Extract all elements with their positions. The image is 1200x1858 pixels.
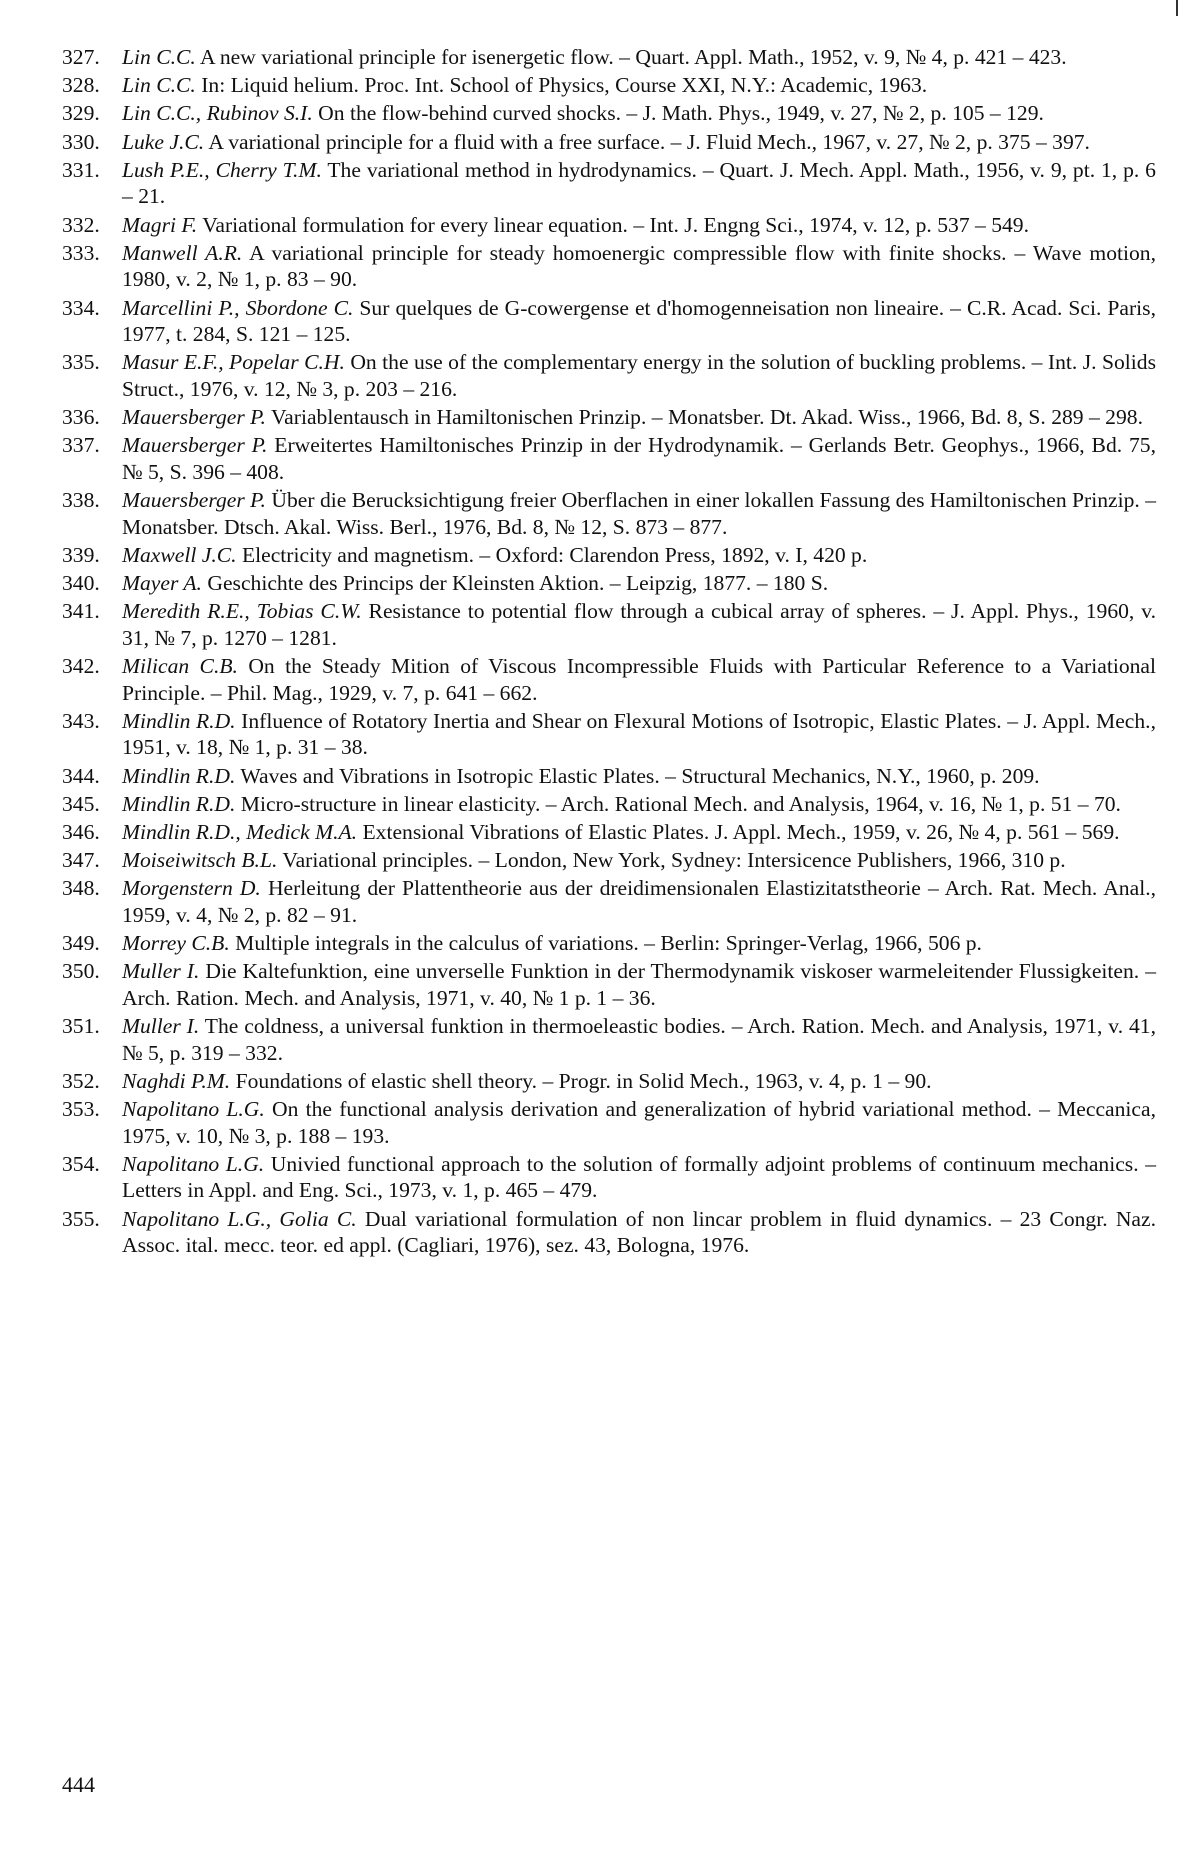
- reference-number: 331.: [62, 157, 100, 182]
- reference-text: Geschichte des Princips der Kleinsten Aktion. – Leipzig, 1877. – 180 S.: [207, 571, 829, 595]
- reference-text: Variational formulation for every linear equation. – Int. J. Engng Sci., 1974, v. 12, p. 537 – 549.: [202, 212, 1029, 237]
- reference-entry: [62, 542, 1156, 569]
- reference-text: Die Kaltefunktion, eine unverselle Funktion in der Thermodynamik viskoser warmeleitender Flussigkeiten. – Arch. Ration. Mech. and Analysis, 1971, v. 40, № 1 p. 1 – 36.: [122, 959, 1156, 1010]
- reference-entry: [62, 44, 1156, 71]
- reference-authors: Lin C.C.: [122, 73, 196, 98]
- reference-entry: [62, 404, 1156, 431]
- reference-authors: Muller I.: [122, 959, 200, 984]
- reference-text: Dual variational formulation of non lincar problem in fluid dynamics. – 23 Congr. Naz. Assoc. ital. mecc. teor. ed appl. (Cagliari, 1976), sez. 43, Bologna, 1976.: [122, 1206, 1156, 1258]
- reference-text: On the functional analysis derivation and generalization of hybrid variational method. – Meccanica, 1975, v. 10, № 3, p. 188 – 193.: [122, 1097, 1156, 1148]
- reference-entry: [62, 847, 1156, 874]
- reference-text: Herleitung der Plattentheorie aus der dreidimensionalen Elastizitatstheorie – Arch. Rat. Mech. Anal., 1959, v. 4, № 2, p. 82 – 91.: [122, 876, 1156, 927]
- reference-number: 327.: [62, 45, 100, 69]
- reference-entry: [62, 129, 1156, 156]
- reference-authors: Naghdi P.M.: [122, 1068, 231, 1093]
- reference-entry: [62, 157, 1156, 210]
- reference-entry: [62, 72, 1156, 99]
- reference-number: 349.: [62, 931, 100, 956]
- reference-entry: [62, 212, 1156, 239]
- reference-authors: Lin C.C.: [122, 45, 196, 69]
- reference-authors: Muller I.: [122, 1014, 200, 1039]
- reference-authors: Napolitano L.G.: [122, 1151, 265, 1176]
- reference-text: On the Steady Mition of Viscous Incompressible Fluids with Particular Reference to a Variational Principle. – Phil. Mag., 1929, v. 7, p. 641 – 662.: [122, 653, 1156, 705]
- reference-number: 346.: [62, 819, 100, 844]
- reference-text: Foundations of elastic shell theory. – Progr. in Solid Mech., 1963, v. 4, p. 1 – 90.: [235, 1068, 932, 1093]
- reference-authors: Mayer A.: [122, 571, 202, 595]
- reference-text: On the flow-behind curved shocks. – J. Math. Phys., 1949, v. 27, № 2, p. 105 – 129.: [318, 101, 1044, 126]
- reference-text: On the use of the complementary energy in the solution of buckling problems. – Int. J. Solids Struct., 1976, v. 12, № 3, p. 203 – 216.: [122, 350, 1156, 401]
- reference-entry: [62, 432, 1156, 485]
- reference-authors: Morgenstern D.: [122, 876, 261, 901]
- reference-entry: [62, 958, 1156, 1011]
- reference-number: 351.: [62, 1014, 100, 1039]
- reference-number: 342.: [62, 653, 100, 678]
- reference-number: 344.: [62, 763, 100, 788]
- reference-entry: [62, 570, 1156, 597]
- reference-number: 328.: [62, 73, 100, 98]
- reference-number: 341.: [62, 599, 100, 624]
- reference-authors: Milican C.B.: [122, 653, 238, 678]
- reference-entry: [62, 791, 1156, 818]
- reference-entry: [62, 1096, 1156, 1149]
- reference-authors: Moiseiwitsch B.L.: [122, 848, 278, 873]
- reference-authors: Napolitano L.G.: [122, 1097, 265, 1121]
- reference-authors: Manwell A.R.: [122, 240, 243, 265]
- reference-authors: Masur E.F., Popelar C.H.: [122, 350, 345, 375]
- reference-text: Univied functional approach to the solution of formally adjoint problems of continuum mechanics. – Letters in Appl. and Eng. Sci., 1973, v. 1, p. 465 – 479.: [122, 1151, 1156, 1203]
- reference-authors: Mauersberger P.: [122, 488, 266, 513]
- reference-number: 330.: [62, 129, 100, 154]
- reference-text: Variablentausch in Hamiltonischen Prinzip. – Monatsber. Dt. Akad. Wiss., 1966, Bd. 8, S. 289 – 298.: [270, 405, 1143, 430]
- reference-number: 336.: [62, 405, 100, 430]
- reference-text: Variational principles. – London, New York, Sydney: Intersicence Publishers, 1966, 310 p.: [282, 848, 1066, 873]
- reference-text: The variational method in hydrodynamics. – Quart. J. Mech. Appl. Math., 1956, v. 9, pt. 1, p. 6 – 21.: [122, 157, 1156, 209]
- reference-number: 352.: [62, 1068, 100, 1093]
- reference-number: 337.: [62, 433, 100, 458]
- reference-entry: [62, 487, 1156, 540]
- reference-entry: [62, 708, 1156, 761]
- reference-authors: Lush P.E., Cherry T.M.: [122, 157, 322, 182]
- reference-number: 355.: [62, 1206, 100, 1231]
- reference-authors: Lin C.C., Rubinov S.I.: [122, 101, 313, 126]
- reference-text: Waves and Vibrations in Isotropic Elastic Plates. – Structural Mechanics, N.Y., 1960, p. 209.: [240, 763, 1040, 788]
- reference-entry: [62, 763, 1156, 790]
- reference-number: 347.: [62, 848, 100, 873]
- reference-entry: [62, 240, 1156, 293]
- reference-entry: [62, 653, 1156, 706]
- reference-entry: [62, 349, 1156, 402]
- reference-authors: Marcellini P., Sbordone C.: [122, 295, 354, 320]
- reference-entry: [62, 1151, 1156, 1204]
- reference-text: Sur quelques de G-cowergense et d'homogenneisation non lineaire. – C.R. Acad. Sci. Paris, 1977, t. 284, S. 121 – 125.: [122, 295, 1156, 347]
- reference-number: 332.: [62, 212, 100, 237]
- reference-text: Resistance to potential flow through a cubical array of spheres. – J. Appl. Phys., 1960, v. 31, № 7, p. 1270 – 1281.: [122, 599, 1157, 650]
- reference-number: 345.: [62, 791, 100, 816]
- reference-authors: Mauersberger P.: [122, 405, 266, 430]
- reference-entry: [62, 930, 1156, 957]
- reference-text: Extensional Vibrations of Elastic Plates. J. Appl. Mech., 1959, v. 26, № 4, p. 561 – 569.: [362, 819, 1120, 844]
- reference-text: Über die Berucksichtigung freier Oberflachen in einer lokallen Fassung des Hamiltonischen Prinzip. – Monatsber. Dtsch. Akal. Wiss. Berl., 1976, Bd. 8, № 12, S. 873 – 877.: [122, 488, 1157, 539]
- reference-number: 329.: [62, 101, 100, 126]
- reference-text: A new variational principle for isenergetic flow. – Quart. Appl. Math., 1952, v. 9, № 4, p. 421 – 423.: [200, 45, 1067, 69]
- reference-entry: [62, 100, 1156, 127]
- reference-number: 353.: [62, 1097, 100, 1121]
- reference-number: 333.: [62, 240, 100, 265]
- reference-text: Micro-structure in linear elasticity. – Arch. Rational Mech. and Analysis, 1964, v. 16, № 1, p. 51 – 70.: [240, 791, 1121, 816]
- reference-number: 343.: [62, 708, 100, 733]
- reference-authors: Maxwell J.C.: [122, 542, 237, 567]
- reference-number: 354.: [62, 1151, 100, 1176]
- reference-number: 334.: [62, 295, 100, 320]
- reference-authors: Napolitano L.G., Golia C.: [122, 1206, 357, 1231]
- reference-text: The coldness, a universal funktion in thermoeleastic bodies. – Arch. Ration. Mech. and Analysis, 1971, v. 41, № 5, p. 319 – 332.: [122, 1014, 1156, 1065]
- reference-text: A variational principle for a fluid with a free surface. – J. Fluid Mech., 1967, v. 27, № 2, p. 375 – 397.: [208, 129, 1090, 154]
- reference-text: Erweitertes Hamiltonisches Prinzip in der Hydrodynamik. – Gerlands Betr. Geophys., 1966, Bd. 75, № 5, S. 396 – 408.: [122, 433, 1156, 484]
- reference-text: A variational principle for steady homoenergic compressible flow with finite shocks. – Wave motion, 1980, v. 2, № 1, p. 83 – 90.: [122, 240, 1157, 292]
- scan-edge-mark: [1176, 0, 1178, 16]
- reference-entry: [62, 1206, 1156, 1259]
- reference-entry: [62, 1013, 1156, 1066]
- reference-entry: [62, 295, 1156, 348]
- reference-entry: [62, 1068, 1156, 1095]
- reference-authors: Magri F.: [122, 212, 198, 237]
- reference-number: 348.: [62, 876, 100, 901]
- reference-authors: Meredith R.E., Tobias C.W.: [122, 599, 362, 624]
- page-number: 444: [62, 1772, 95, 1797]
- reference-authors: Mindlin R.D.: [122, 708, 236, 733]
- reference-text: Multiple integrals in the calculus of variations. – Berlin: Springer-Verlag, 1966, 506 p.: [235, 931, 982, 956]
- reference-authors: Mindlin R.D.: [122, 763, 236, 788]
- reference-text: Influence of Rotatory Inertia and Shear on Flexural Motions of Isotropic, Elastic Plates. – J. Appl. Mech., 1951, v. 18, № 1, p. 31 – 38.: [122, 708, 1156, 760]
- reference-number: 338.: [62, 488, 100, 513]
- reference-entry: [62, 875, 1156, 928]
- reference-entry: [62, 819, 1156, 846]
- reference-entry: [62, 598, 1156, 651]
- reference-authors: Mauersberger P.: [122, 433, 268, 458]
- reference-list: [62, 44, 1156, 1260]
- reference-authors: Luke J.C.: [122, 129, 205, 154]
- reference-number: 350.: [62, 959, 100, 984]
- reference-authors: Morrey C.B.: [122, 931, 230, 956]
- reference-number: 340.: [62, 571, 100, 595]
- reference-text: Electricity and magnetism. – Oxford: Clarendon Press, 1892, v. I, 420 p.: [241, 542, 868, 567]
- reference-number: 339.: [62, 542, 100, 567]
- reference-authors: Mindlin R.D.: [122, 791, 236, 816]
- reference-text: In: Liquid helium. Proc. Int. School of Physics, Course XXI, N.Y.: Academic, 1963.: [201, 73, 928, 98]
- reference-number: 335.: [62, 350, 100, 375]
- reference-authors: Mindlin R.D., Medick M.A.: [122, 819, 358, 844]
